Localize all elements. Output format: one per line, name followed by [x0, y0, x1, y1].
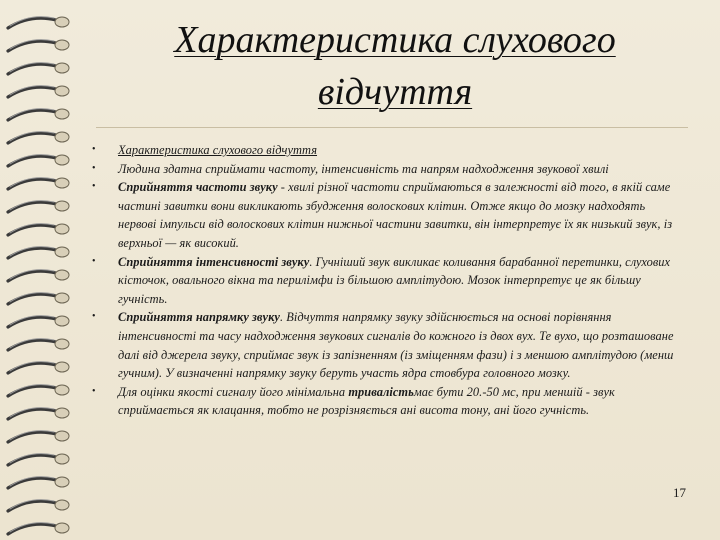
- slide-title-line-1: Характеристика слухового: [174, 19, 616, 61]
- bullet-item: [92, 253, 684, 309]
- bullet-item: [92, 308, 684, 382]
- spiral-hole: [55, 454, 69, 464]
- spiral-hole: [55, 109, 69, 119]
- spiral-hole: [55, 224, 69, 234]
- spiral-hole: [55, 339, 69, 349]
- spiral-hole: [55, 86, 69, 96]
- bullet-lead: Сприйняття напрямку звуку: [118, 310, 280, 325]
- bullet-item: [92, 383, 684, 420]
- page-number: 17: [673, 485, 686, 500]
- bullet-lead: Сприйняття частоти звуку: [118, 180, 278, 195]
- bullet-heading: Характеристика слухового відчуття: [118, 143, 318, 157]
- spiral-hole: [55, 523, 69, 533]
- bullet-item: [92, 178, 684, 252]
- spiral-hole: [55, 63, 69, 73]
- spiral-hole: [55, 431, 69, 441]
- title-divider: [96, 127, 688, 128]
- spiral-hole: [55, 500, 69, 510]
- bullet-item: [92, 141, 684, 160]
- spiral-hole: [55, 477, 69, 487]
- spiral-hole: [55, 178, 69, 188]
- spiral-hole: [55, 293, 69, 303]
- bullet-text: - хвилі різної частоти сприймаються в залежності від того, в якій саме частині завитки вони викликають збудження волоскових клітин. Отже якщо до мозку надходять нервові імпульси від волоскових клітин нижньої частини завитки, він інтерпретує їх як низький звук, із верхньої — як високий.: [118, 180, 673, 250]
- spiral-hole: [55, 40, 69, 50]
- bullet-list: [92, 141, 684, 420]
- bullet-dot-icon: •: [92, 255, 96, 267]
- bullet-item: [92, 160, 684, 179]
- bullet-bold-term: тривалість: [348, 384, 414, 399]
- spiral-hole: [55, 132, 69, 142]
- bullet-dot-icon: •: [92, 385, 96, 397]
- spiral-hole: [55, 201, 69, 211]
- spiral-binding-decoration: [0, 0, 80, 540]
- bullet-text: . Відчуття напрямку звуку здійснюється на основі порівняння інтенсивності та часу надходження звукових сигналів до кожного із двох вух. Те вухо, що розташоване далі від джерела звуку, сприймає звук із запізненням (із зміщенням фази) і з меншою амплітудою (менш гучним). У визначенні напрямку звуку беруть участь ядра стовбура головного мозку.: [118, 310, 674, 381]
- bullet-lead: Сприйняття інтенсивності звуку: [118, 254, 310, 269]
- bullet-dot-icon: •: [92, 311, 96, 323]
- bullet-text: Людина здатна сприймати частоту, інтенсивність та напрям надходження звукової хвилі: [118, 161, 609, 176]
- slide-title-line-2: відчуття: [317, 71, 473, 113]
- bullet-text: Для оцінки якості сигналу його мінімальна: [118, 384, 349, 399]
- spiral-hole: [55, 155, 69, 165]
- bullet-dot-icon: •: [92, 181, 96, 193]
- spiral-hole: [55, 17, 69, 27]
- bullet-text: . Гучніший звук викликає коливання барабанної перетинки, слухових кісточок, овального вікна та перилімфи із більшою амплітудою. Мозок інтерпретує це як більшу гучність.: [118, 254, 671, 306]
- bullet-text: має бути 20.-50 мс, при меншій - звук сприймається як клацання, тобто не розрізняється ані висота тону, ані його гучність.: [118, 384, 615, 418]
- bullet-dot-icon: •: [92, 144, 96, 155]
- spiral-hole: [55, 362, 69, 372]
- spiral-hole: [55, 408, 69, 418]
- slide-title: [100, 14, 690, 118]
- spiral-hole: [55, 270, 69, 280]
- spiral-hole: [55, 316, 69, 326]
- spiral-hole: [55, 247, 69, 257]
- spiral-hole: [55, 385, 69, 395]
- bullet-dot-icon: •: [92, 162, 96, 174]
